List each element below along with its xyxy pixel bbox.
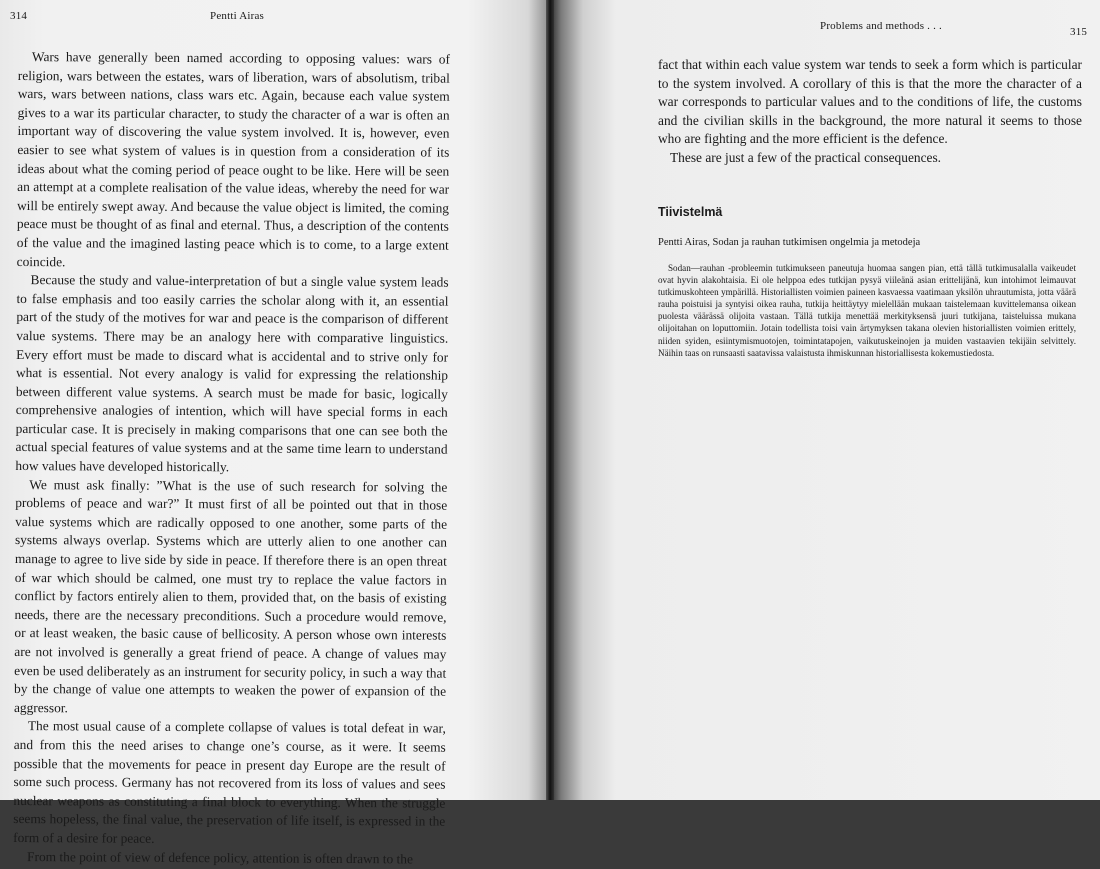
running-head-left: Pentti Airas [210, 10, 265, 22]
paragraph: Because the study and value-interpretation of but a single value system leads to false emphasis and too easily carries the scholar along with it, an essential part of the study of the motives for war and peace is the comparison of different value systems. There may be an analogy here with comparative linguistics. Every effort must be made to discard what is accidental and to strive only for what is essential. Not every analogy is valid for expressing the relationship between different value systems. A search must be made for basic, logically comprehensive analogies of intention, which will have special forms in each particular case. It is precisely in making comparisons that one can see both the actual special features of value systems and at the same time learn to understand how values have developed historically. [15, 272, 449, 475]
book-gutter [546, 0, 554, 800]
running-head-right: Problems and methods . . . [820, 20, 942, 32]
paragraph: The most usual cause of a complete collapse of values is total defeat in war, and from this the need arises to change one’s course, as it were. It seems possible that the movements for peace in present day Europe are the result of some such process. Germany has not recovered from its loss of values and sees nuclear weapons as constituting a final block to everything. When the struggle seems hopeless, the final value, the preservation of life itself, is expressed in the form of a desire for peace. [13, 718, 446, 846]
summary-body [658, 262, 1076, 359]
paragraph: We must ask finally: ”What is the use of such research for solving the problems of peace and war?” It must first of all be pointed out that in those value systems which are radically opposed to one another, some parts of the systems always overlap. Systems which are utterly alien to one another can manage to agree to live side by side in peace. If therefore there is an open threat of war which should be calmed, one must try to replace the value factors in conflict by factors entirely alien to them, provided that, on the basis of existing needs, there are the necessary preconditions. Such a procedure would remove, or at least weaken, the basic cause of bellicosity. A person whose own interests are not involved is generally a great friend of peace. A change of values may even be used deliberately as an instrument for security policy, in such a way that by the change of value one attempts to weaken the power of expansion of the aggressor. [13, 476, 448, 716]
paragraph: From the point of view of defence policy, attention is often drawn to the [27, 848, 413, 866]
left-body-text [13, 48, 450, 869]
page-number-right: 315 [1070, 26, 1088, 38]
right-body-text [658, 56, 1082, 168]
summary-paragraph: Sodan—rauhan -probleemin tutkimukseen paneutuja huomaa sangen pian, että tällä tutkimusalalla vaikeudet ovat hyvin alakohtaisia. Ei ole helppoa edes tutkijan pysyä viileänä asian erittelijänä, kun intohimot leimauvat tutkimuskohteen ympärillä. Historiallisten voimien paineen kasvaessa vaatimaan yksilön uhrautumista, jotta väärä rauha poistuisi ja syntyisi oikea rauha, tutkija heittäytyy mielellään mukaan taistelemaan kuvittelemansa oikean puolesta väärässä olijoita vastaan. Tällä tutkija menettää merkityksensä juuri tutkijana, taisteluissa mukana olijoitahan on loputtomiin. Jotain todellista toisi vain ärtymyksen takana olevien historiallisten voimien erittely, niiden syiden, esiintymismuotojen, toimintatapojen, vaikutuskeinojen ja muiden vastaavien tekijäin selvittely. Näihin taas on runsaasti saatavissa valaistusta ihmiskunnan historiallisesta kokemustiedosta. [658, 263, 1076, 358]
summary-heading: Tiivistelmä [658, 205, 723, 219]
summary-subtitle: Pentti Airas, Sodan ja rauhan tutkimisen ongelmia ja metodeja [658, 237, 921, 248]
paragraph: Wars have generally been named according to opposing values: wars of religion, wars between the estates, wars of liberation, wars of absolutism, tribal wars, wars between nations, class wars etc. Again, because each value system gives to a war its particular character, to study the character of a war is often an important way of discovering the value system involved. It is, however, even easier to see what system of values is in question from a consideration of its ideas about what the coming period of peace ought to be like. Here will be seen an attempt at a complete realisation of the value ideas, whereby the need for war will be entirely swept away. And because the value object is limited, the coming peace must be thought of as final and eternal. Thus, a description of the contents of the value and the imagined lasting peace which is to come, to a large extent coincide. [16, 49, 450, 269]
left-page [0, 0, 550, 866]
page-number-left: 314 [10, 10, 28, 22]
paragraph: fact that within each value system war tends to seek a form which is particular to the system involved. A corollary of this is that the more the character of a war corresponds to particular values and to the conditions of life, the customs and the civilian skills in the background, the more natural it seems to those who are fighting and the more efficient is the defence. [658, 57, 1082, 147]
paragraph: These are just a few of the practical consequences. [670, 149, 942, 165]
